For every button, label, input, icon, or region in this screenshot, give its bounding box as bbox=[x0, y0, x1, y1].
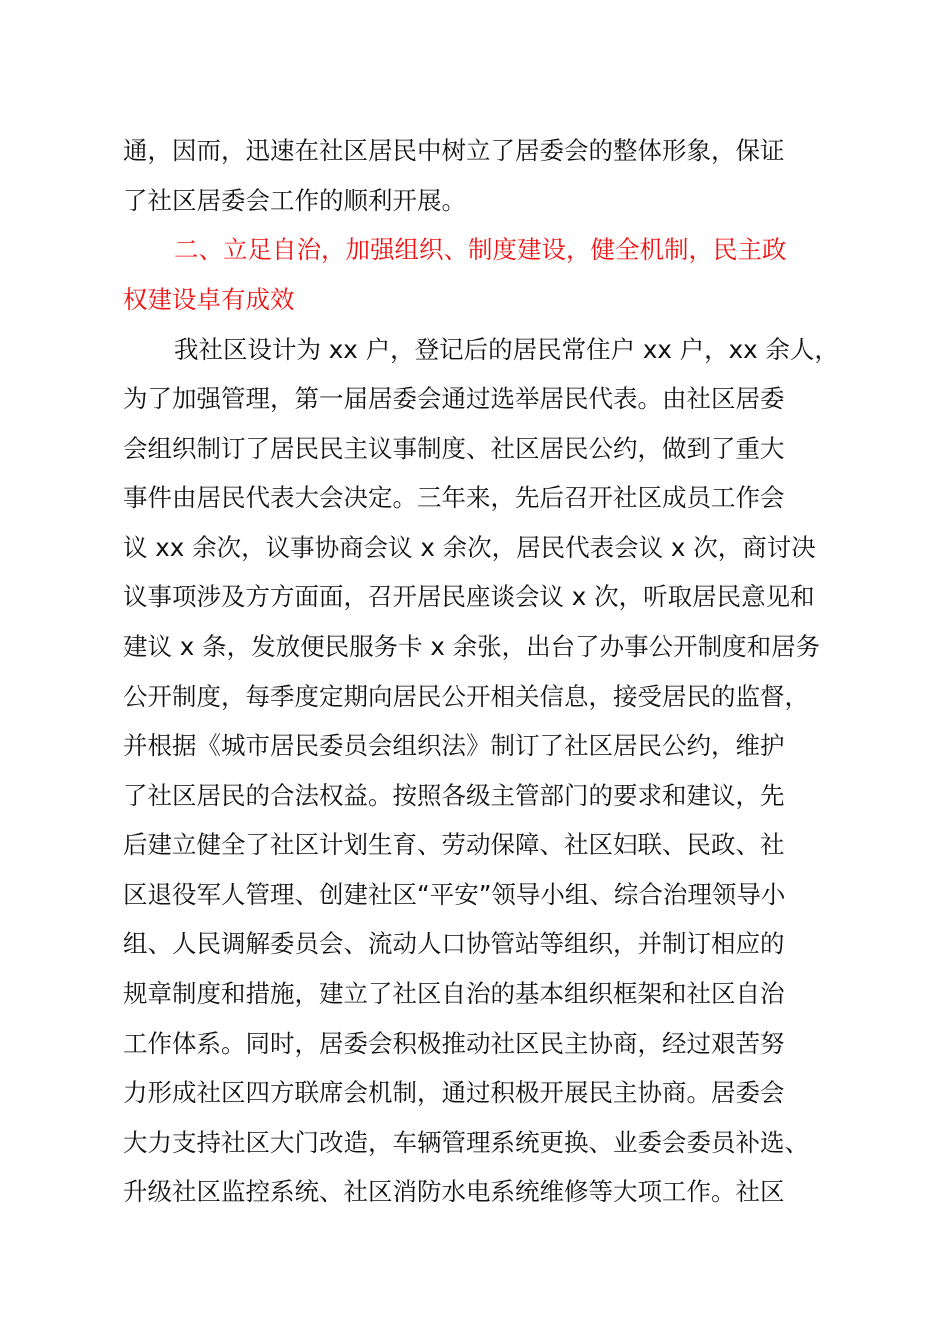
body-text-line: 规章制度和措施，建立了社区自治的基本组织框架和社区自治 bbox=[123, 979, 785, 1008]
body-text-line: 会组织制订了居民民主议事制度、社区居民公约，做到了重大 bbox=[123, 434, 785, 463]
body-text-line: 事件由居民代表大会决定。三年来，先后召开社区成员工作会 bbox=[123, 483, 785, 512]
body-text-line: 力形成社区四方联席会机制，通过积极开展民主协商。居委会 bbox=[123, 1078, 785, 1107]
body-text-line: 为了加强管理，第一届居委会通过选举居民代表。由社区居委 bbox=[123, 384, 785, 413]
paragraph-first-line: 我社区设计为 xx 户，登记后的居民常住户 xx 户，xx 余人， bbox=[174, 335, 839, 364]
body-text-line: 升级社区监控系统、社区消防水电系统维修等大项工作。社区 bbox=[123, 1177, 785, 1206]
body-text-line: 了社区居委会工作的顺利开展。 bbox=[123, 186, 466, 215]
body-text-line: 通，因而，迅速在社区居民中树立了居委会的整体形象，保证 bbox=[123, 136, 785, 165]
body-text-line: 大力支持社区大门改造，车辆管理系统更换、业委会委员补选、 bbox=[123, 1128, 809, 1157]
section-heading-line: 权建设卓有成效 bbox=[123, 285, 295, 314]
body-text-line: 议事项涉及方方面面，召开居民座谈会议 x 次，听取居民意见和 bbox=[123, 582, 815, 611]
body-text-line: 公开制度，每季度定期向居民公开相关信息，接受居民的监督， bbox=[123, 682, 809, 711]
body-text-line: 区退役军人管理、创建社区“平安”领导小组、综合治理领导小 bbox=[123, 880, 786, 909]
body-text-line: 工作体系。同时，居委会积极推动社区民主协商，经过艰苦努 bbox=[123, 1029, 785, 1058]
section-heading-line: 二、立足自治，加强组织、制度建设，健全机制，民主政 bbox=[174, 235, 787, 264]
body-text-line: 了社区居民的合法权益。按照各级主管部门的要求和建议，先 bbox=[123, 781, 785, 810]
body-text-line: 议 xx 余次，议事协商会议 x 余次，居民代表会议 x 次，商讨决 bbox=[123, 533, 816, 562]
body-text-line: 组、人民调解委员会、流动人口协管站等组织，并制订相应的 bbox=[123, 929, 785, 958]
body-text-line: 并根据《城市居民委员会组织法》制订了社区居民公约，维护 bbox=[123, 731, 785, 760]
body-text-line: 建议 x 条，发放便民服务卡 x 余张，出台了办事公开制度和居务 bbox=[123, 632, 821, 661]
body-text-line: 后建立健全了社区计划生育、劳动保障、社区妇联、民政、社 bbox=[123, 830, 785, 859]
